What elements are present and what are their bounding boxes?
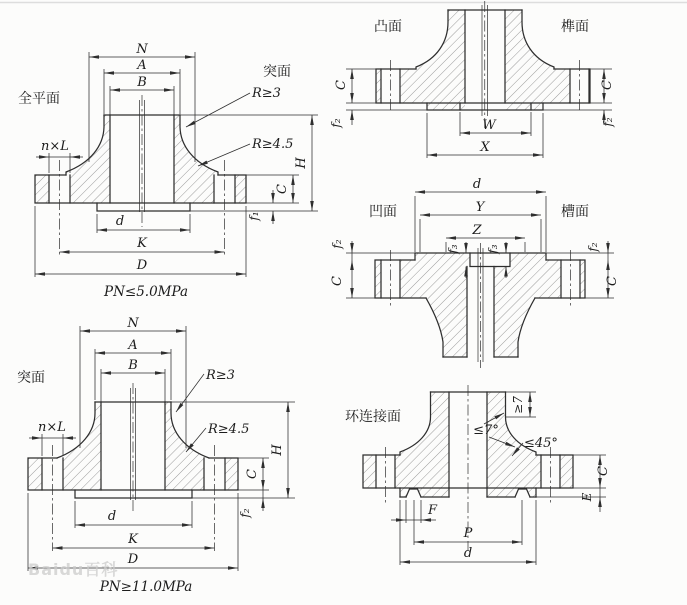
watermark: Baidu百科 — [28, 560, 119, 579]
dim-label-Y: Y — [475, 200, 485, 215]
dim-label-N: N — [127, 316, 139, 331]
dim-label-d: d — [463, 546, 473, 561]
angle-note-taper: ≤7° — [473, 423, 499, 438]
radius-note-r45: R≥4.5 — [208, 422, 250, 437]
dim-label-C-right: C — [605, 276, 620, 286]
face-type-label-ring-joint: 环连接面 — [345, 409, 401, 425]
dim-label-Z: Z — [472, 223, 482, 238]
face-type-label-tongue: 榫面 — [561, 19, 589, 35]
dim-label-B: B — [128, 358, 138, 373]
figure-tongue-convex — [329, 1, 615, 158]
dim-label-f1: f₁ — [247, 211, 261, 221]
dim-label-C-left: C — [330, 276, 345, 286]
dim-label-P: P — [463, 526, 473, 541]
dim-label-C: C — [596, 466, 611, 476]
dim-label-d: d — [115, 214, 125, 229]
figure-weldneck-low-pn — [18, 42, 318, 300]
dim-label-f2: f₂ — [238, 508, 252, 518]
dim-label-d: d — [107, 509, 117, 524]
dim-label-X: X — [480, 140, 490, 155]
dim-label-f2-right: f₂ — [601, 117, 615, 127]
dim-label-f3-right: f₃ — [486, 244, 500, 254]
dim-label-F: F — [428, 503, 438, 518]
dim-label-E: E — [580, 492, 594, 502]
face-type-label-raised: 突面 — [17, 370, 45, 386]
dim-label-D: D — [127, 552, 139, 567]
dim-label-K: K — [128, 532, 138, 547]
dimension-lines — [28, 326, 288, 571]
dim-label-K: K — [137, 236, 147, 251]
dim-label-f3-left: f₃ — [446, 244, 460, 254]
dim-label-f2-left: f₂ — [329, 118, 343, 128]
pressure-caption-low: PN≤5.0MPa — [103, 284, 189, 300]
dim-label-f2-right: f₂ — [586, 242, 600, 252]
dim-label-B: B — [137, 75, 147, 90]
dim-label-C: C — [275, 184, 290, 194]
dim-label-D: D — [136, 258, 148, 273]
face-type-label-full-flat: 全平面 — [18, 91, 60, 107]
pressure-caption-high: PN≥11.0MPa — [99, 579, 193, 595]
figure-weldneck-high-pn — [17, 316, 295, 595]
face-type-label-groove: 槽面 — [561, 204, 589, 220]
dim-label-f2-left: f₂ — [330, 239, 344, 249]
radius-note-r3: R≥3 — [206, 368, 235, 383]
dim-label-C-left: C — [334, 80, 349, 90]
dim-label-H: H — [294, 157, 309, 169]
figure-ring-joint — [345, 385, 611, 565]
radius-note-r3: R≥3 — [252, 86, 281, 101]
dim-label-d: d — [472, 177, 482, 192]
figure-groove-concave — [330, 177, 620, 368]
face-type-label-convex: 凸面 — [374, 19, 402, 35]
face-type-label-concave: 凹面 — [369, 204, 397, 220]
dim-note-neck-length: ≥7 — [511, 396, 525, 414]
dim-label-A: A — [128, 338, 138, 353]
angle-note-chamfer: ≤45° — [524, 436, 558, 451]
radius-note-r45: R≥4.5 — [252, 137, 294, 152]
dim-label-H: H — [270, 444, 285, 456]
dim-label-N: N — [136, 42, 148, 57]
face-type-label-raised: 突面 — [263, 64, 291, 80]
dim-label-W: W — [482, 118, 496, 133]
dim-label-C: C — [245, 469, 260, 479]
dim-label-A: A — [137, 58, 147, 73]
dim-label-C-right: C — [600, 80, 615, 90]
bolt-hole-note: n×L — [41, 139, 69, 154]
bolt-hole-note: n×L — [38, 420, 66, 435]
